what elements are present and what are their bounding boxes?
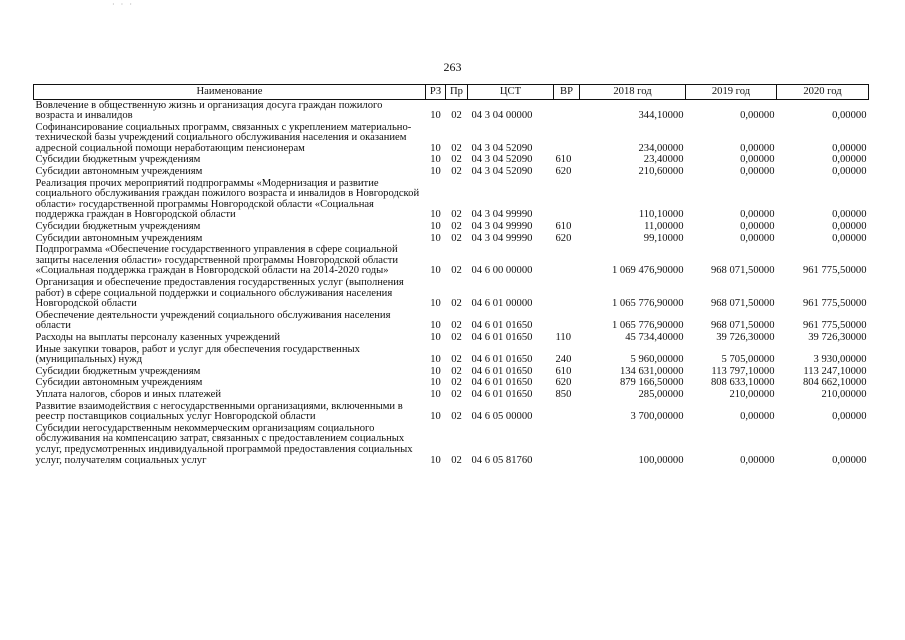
row-cst: 04 6 01 01650 <box>471 354 533 366</box>
row-rz: 10 <box>430 388 441 400</box>
table-row <box>34 332 869 344</box>
row-2020: 0,00000 <box>832 166 867 178</box>
row-2020: 0,00000 <box>832 232 867 244</box>
row-vr <box>554 122 580 155</box>
row-2018: 344,10000 <box>638 110 684 122</box>
table-row <box>34 155 869 167</box>
row-2019: 0,00000 <box>740 154 775 166</box>
row-2019: 0,00000 <box>740 411 775 423</box>
row-vr <box>554 178 580 221</box>
row-cst: 04 3 04 99990 <box>471 209 533 221</box>
row-2018: 234,00000 <box>638 142 684 154</box>
row-cst: 04 6 01 00000 <box>471 298 533 310</box>
row-pr: 02 <box>451 354 462 366</box>
header-2018: 2018 год <box>580 85 686 100</box>
row-2019: 113 797,10000 <box>711 365 775 377</box>
row-2020: 0,00000 <box>832 154 867 166</box>
row-2020: 0,00000 <box>832 411 867 423</box>
row-2019: 210,00000 <box>729 388 775 400</box>
row-name: Субсидии негосударственным некоммерческим организациям социального обслуживания на компенсацию затрат, связанных с предоставлением социальных услуг, предусмотренных индивидуальной программой предоставления социальных услуг, получателям социальных услуг <box>35 422 413 466</box>
row-name: Субсидии автономным учреждениям <box>35 166 203 178</box>
header-pr: Пр <box>446 85 468 100</box>
row-2019: 968 071,50000 <box>710 265 775 277</box>
row-name: Субсидии автономным учреждениям <box>35 232 203 244</box>
row-rz: 10 <box>430 142 441 154</box>
row-cst: 04 3 04 00000 <box>471 110 533 122</box>
row-2020: 0,00000 <box>832 454 867 466</box>
scan-mark: · · · <box>112 0 134 9</box>
row-cst: 04 6 01 01650 <box>471 377 533 389</box>
row-2019: 0,00000 <box>740 454 775 466</box>
row-rz: 10 <box>430 411 441 423</box>
row-2019: 0,00000 <box>740 166 775 178</box>
row-name: Вовлечение в общественную жизнь и организация досуга граждан пожилого возраста и инвалидов <box>35 99 383 122</box>
row-2018: 5 960,00000 <box>630 354 684 366</box>
row-2018: 134 631,00000 <box>619 365 684 377</box>
row-cst: 04 3 04 99990 <box>471 221 533 233</box>
row-rz: 10 <box>430 110 441 122</box>
row-vr: 850 <box>555 388 572 400</box>
row-2019: 968 071,50000 <box>710 320 775 332</box>
row-2020: 961 775,50000 <box>802 298 867 310</box>
row-vr <box>554 278 580 311</box>
row-vr <box>554 245 580 278</box>
row-name: Реализация прочих мероприятий подпрограммы «Модернизация и развитие социального обслуживания граждан пожилого возраста и инвалидов в Новгородской области» государственной программы Новгородской области «Социальная поддержка граждан в Новгородской области <box>35 177 420 221</box>
row-2019: 0,00000 <box>740 221 775 233</box>
row-name: Софинансирование социальных программ, связанных с укреплением материально-технической базы учреждений социального обслуживания населения и оказанием адресной социальной помощи неработающим пенсионерам <box>35 121 412 154</box>
row-pr: 02 <box>451 142 462 154</box>
row-2020: 0,00000 <box>832 209 867 221</box>
row-vr: 610 <box>555 365 572 377</box>
table-row <box>34 310 869 332</box>
row-cst: 04 3 04 52090 <box>471 142 533 154</box>
row-2018: 1 065 776,90000 <box>611 298 684 310</box>
row-2020: 961 775,50000 <box>802 265 867 277</box>
row-pr: 02 <box>451 331 462 343</box>
header-2020: 2020 год <box>777 85 869 100</box>
row-rz: 10 <box>430 320 441 332</box>
row-cst: 04 6 01 01650 <box>471 388 533 400</box>
row-2018: 1 069 476,90000 <box>611 265 684 277</box>
row-2019: 968 071,50000 <box>710 298 775 310</box>
row-vr: 620 <box>555 232 572 244</box>
row-pr: 02 <box>451 388 462 400</box>
row-2018: 45 734,40000 <box>625 331 684 343</box>
row-2018: 3 700,00000 <box>630 411 684 423</box>
row-2019: 5 705,00000 <box>721 354 775 366</box>
row-cst: 04 3 04 52090 <box>471 154 533 166</box>
row-name: Развитие взаимодействия с негосударственными организациями, включенными в реестр поставщиков социальных услуг Новгородской области <box>35 400 403 423</box>
row-cst: 04 3 04 99990 <box>471 232 533 244</box>
table-row <box>34 366 869 378</box>
row-vr <box>554 310 580 332</box>
row-pr: 02 <box>451 320 462 332</box>
row-pr: 02 <box>451 166 462 178</box>
table-row <box>34 233 869 245</box>
header-name: Наименование <box>34 85 426 100</box>
row-2018: 11,00000 <box>644 221 684 233</box>
row-name: Расходы на выплаты персоналу казенных учреждений <box>35 331 280 343</box>
row-2020: 804 662,10000 <box>802 377 867 389</box>
row-rz: 10 <box>430 209 441 221</box>
table-row <box>34 278 869 311</box>
row-name: Организация и обеспечение предоставления государственных услуг (выполнения работ) в сфере социальной поддержки и социального обслуживания населения Новгородской области <box>35 277 404 310</box>
row-rz: 10 <box>430 166 441 178</box>
table-row <box>34 344 869 366</box>
table-row <box>34 378 869 390</box>
row-pr: 02 <box>451 154 462 166</box>
row-pr: 02 <box>451 209 462 221</box>
row-rz: 10 <box>430 454 441 466</box>
row-rz: 10 <box>430 221 441 233</box>
row-vr <box>554 100 580 123</box>
row-name: Субсидии бюджетным учреждениям <box>35 365 201 377</box>
table-row <box>34 122 869 155</box>
row-rz: 10 <box>430 265 441 277</box>
row-2020: 210,00000 <box>821 388 867 400</box>
row-pr: 02 <box>451 298 462 310</box>
row-name: Иные закупки товаров, работ и услуг для обеспечения государственных (муниципальных) нужд <box>35 343 360 366</box>
row-pr: 02 <box>451 377 462 389</box>
table-row <box>34 423 869 466</box>
row-name: Уплата налогов, сборов и иных платежей <box>35 388 222 400</box>
row-cst: 04 6 05 81760 <box>471 454 533 466</box>
row-2019: 808 633,10000 <box>710 377 775 389</box>
row-vr: 620 <box>555 377 572 389</box>
row-vr <box>554 401 580 423</box>
table-row <box>34 167 869 179</box>
row-2019: 0,00000 <box>740 232 775 244</box>
row-2020: 0,00000 <box>832 110 867 122</box>
row-cst: 04 6 01 01650 <box>471 331 533 343</box>
row-name: Подпрограмма «Обеспечение государственного управления в сфере социальной защиты населения области» государственной программы Новгородской области «Социальная поддержка граждан в Новгородской области на 2014-2020 годы» <box>35 244 398 277</box>
row-rz: 10 <box>430 331 441 343</box>
row-2018: 285,00000 <box>638 388 684 400</box>
row-vr: 110 <box>555 331 571 343</box>
table-row <box>34 100 869 123</box>
header-rz: РЗ <box>426 85 446 100</box>
row-2020: 0,00000 <box>832 221 867 233</box>
row-rz: 10 <box>430 354 441 366</box>
row-pr: 02 <box>451 454 462 466</box>
budget-table-container <box>33 84 868 467</box>
row-rz: 10 <box>430 377 441 389</box>
page-number: 263 <box>443 60 462 74</box>
row-2020: 39 726,30000 <box>808 331 867 343</box>
row-2018: 210,60000 <box>638 166 684 178</box>
row-cst: 04 6 01 01650 <box>471 320 533 332</box>
table-row <box>34 389 869 401</box>
row-cst: 04 3 04 52090 <box>471 166 533 178</box>
row-vr <box>554 423 580 466</box>
row-2019: 0,00000 <box>740 209 775 221</box>
row-pr: 02 <box>451 365 462 377</box>
row-name: Субсидии автономным учреждениям <box>35 377 203 389</box>
row-2020: 961 775,50000 <box>802 320 867 332</box>
table-header <box>34 85 869 100</box>
row-pr: 02 <box>451 411 462 423</box>
table-row <box>34 222 869 234</box>
row-name: Субсидии бюджетным учреждениям <box>35 221 201 233</box>
row-2018: 100,00000 <box>638 454 684 466</box>
row-vr: 620 <box>555 166 572 178</box>
table-row <box>34 401 869 423</box>
table-body <box>34 100 869 467</box>
row-cst: 04 6 00 00000 <box>471 265 533 277</box>
row-name: Обеспечение деятельности учреждений социального обслуживания населения области <box>35 309 391 332</box>
row-rz: 10 <box>430 232 441 244</box>
row-2018: 1 065 776,90000 <box>611 320 684 332</box>
row-rz: 10 <box>430 298 441 310</box>
row-vr: 610 <box>555 154 572 166</box>
row-2020: 0,00000 <box>832 142 867 154</box>
row-2019: 0,00000 <box>740 142 775 154</box>
row-pr: 02 <box>451 221 462 233</box>
row-vr: 610 <box>555 221 572 233</box>
row-2018: 879 166,50000 <box>619 377 684 389</box>
row-2020: 113 247,10000 <box>803 365 867 377</box>
row-2018: 110,10000 <box>638 209 684 221</box>
row-pr: 02 <box>451 110 462 122</box>
row-rz: 10 <box>430 365 441 377</box>
row-2020: 3 930,00000 <box>813 354 867 366</box>
table-row <box>34 178 869 221</box>
header-2019: 2019 год <box>686 85 777 100</box>
row-rz: 10 <box>430 154 441 166</box>
row-cst: 04 6 05 00000 <box>471 411 533 423</box>
table-row <box>34 245 869 278</box>
header-cst: ЦСТ <box>468 85 554 100</box>
row-pr: 02 <box>451 265 462 277</box>
row-2019: 0,00000 <box>740 110 775 122</box>
row-2018: 23,40000 <box>643 154 684 166</box>
header-vr: ВР <box>554 85 580 100</box>
row-cst: 04 6 01 01650 <box>471 365 533 377</box>
row-name: Субсидии бюджетным учреждениям <box>35 154 201 166</box>
budget-table <box>33 84 869 467</box>
row-2018: 99,10000 <box>643 232 684 244</box>
row-vr: 240 <box>555 354 572 366</box>
row-2019: 39 726,30000 <box>716 331 775 343</box>
row-pr: 02 <box>451 232 462 244</box>
